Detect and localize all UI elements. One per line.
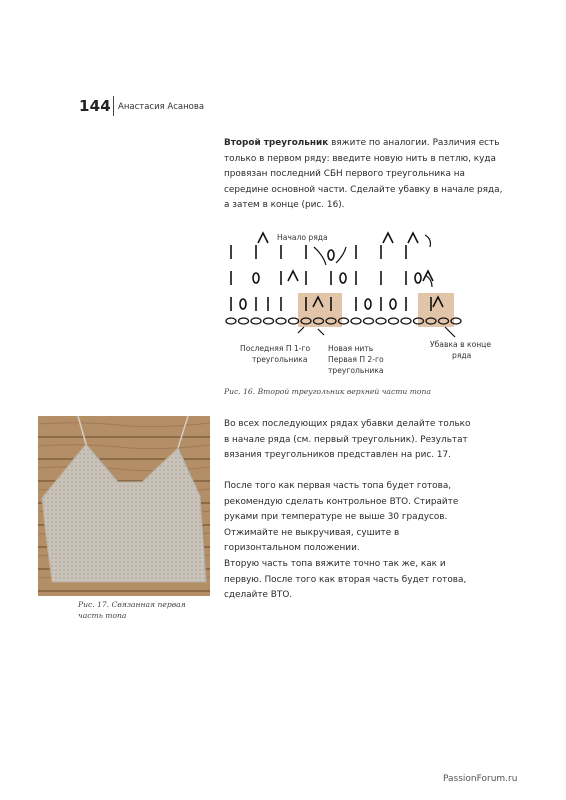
paragraph-3: Вторую часть топа вяжите точно так же, как и первую. После того как вторая часть будет готова, сделайте ВТО. xyxy=(224,559,467,601)
chain-stitch xyxy=(251,318,261,324)
figure-16-caption: Рис. 16. Второй треугольник верхней части топа xyxy=(224,387,431,396)
label-new-yarn-3: треугольника xyxy=(328,366,384,375)
figure-17-caption-line1: Рис. 17. Связанная первая xyxy=(78,600,186,609)
chain-stitch xyxy=(389,318,399,324)
decrease-symbol xyxy=(383,233,393,243)
decrease-symbol xyxy=(258,233,268,243)
turning-chain-symbol xyxy=(365,299,371,309)
watermark: PassionForum.ru xyxy=(443,774,518,784)
decrease-symbol xyxy=(408,233,418,243)
turning-chain-symbol xyxy=(415,273,421,283)
chain-stitch xyxy=(351,318,361,324)
figure-17-caption-line2: часть топа xyxy=(78,611,127,620)
label-decrease-2: ряда xyxy=(452,351,472,360)
arrow-top-middle xyxy=(336,247,346,263)
turning-chain-symbol xyxy=(390,299,396,309)
turning-chain-symbol xyxy=(240,299,246,309)
chain-stitch xyxy=(226,318,236,324)
chain-stitch xyxy=(276,318,286,324)
chain-stitch xyxy=(239,318,249,324)
chain-stitch xyxy=(376,318,386,324)
crochet-diagram xyxy=(218,225,518,375)
paragraph-2: После того как первая часть топа будет готова, рекомендую сделать контрольное ВТО. Стирайте руками при температуре не выше 30 градусов. Отжимайте не выкручивая, сушите в горизонтальном положении. xyxy=(224,481,459,554)
arrow-last-sc xyxy=(298,327,304,333)
page-number: 144 xyxy=(79,97,111,115)
turning-chain-symbol xyxy=(328,250,334,260)
turning-chain-symbol xyxy=(340,273,346,283)
intro-text: вяжите по аналогии. Различия есть только в первом ряду: введите новую нить в петлю, куда провязан последний СБН первого треугольника на середине основной части. Сделайте убавку в начале ряда, а затем в конце (рис. 16). xyxy=(224,138,503,211)
label-new-yarn-2: Первая П 2-го xyxy=(328,355,384,364)
header-divider xyxy=(113,96,114,116)
chain-stitch xyxy=(364,318,374,324)
turning-chain-symbol xyxy=(253,273,259,283)
paragraph-1: Во всех последующих рядах убавки делайте только в начале ряда (см. первый треугольник). Результат вязания треугольников представлен на рис. 17. xyxy=(224,419,471,461)
chain-stitch xyxy=(289,318,299,324)
arrow-top-right xyxy=(425,235,430,247)
chain-stitch xyxy=(264,318,274,324)
label-new-yarn-1: Новая нить xyxy=(328,344,374,353)
intro-paragraph xyxy=(224,136,504,214)
label-decrease-1: Убавка в конце xyxy=(430,340,492,349)
decrease-symbol xyxy=(423,271,433,281)
knitted-top-photo xyxy=(38,416,210,596)
label-last-sc-2: треугольника xyxy=(252,355,308,364)
intro-bold-lead: Второй треугольник xyxy=(224,138,329,148)
chain-stitch xyxy=(401,318,411,324)
decrease-symbol xyxy=(288,271,298,281)
arrow-row-start xyxy=(314,247,326,265)
label-row-start: Начало ряда xyxy=(277,233,328,242)
author-name: Анастасия Асанова xyxy=(118,102,205,112)
arrow-new-yarn xyxy=(318,329,324,335)
arrow-decrease xyxy=(445,327,455,337)
label-last-sc-1: Последняя П 1-го xyxy=(240,344,311,353)
